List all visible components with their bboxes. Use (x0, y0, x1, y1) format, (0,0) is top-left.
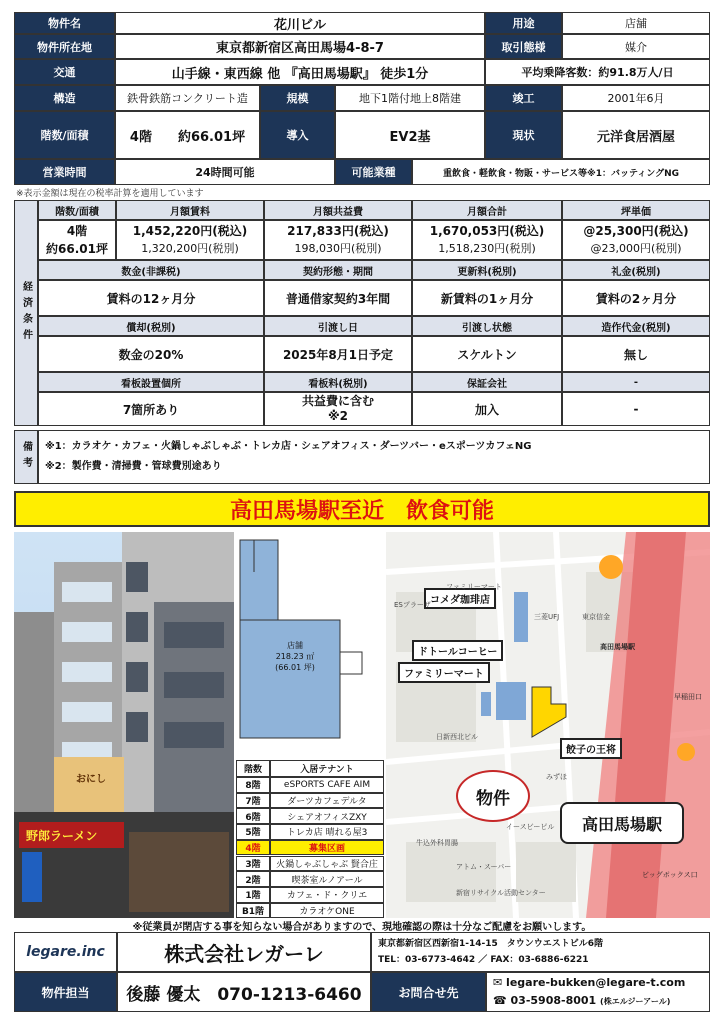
tenant-name-1: カフェ・ド・クリエ (270, 887, 384, 903)
amort-value: 数金の20% (38, 336, 264, 372)
intro-value: EV2基 (335, 111, 485, 159)
map-small-waseda: 早稲田口 (674, 693, 702, 701)
contact-email[interactable]: legare-bukken@legare-t.com (506, 975, 686, 989)
remarks-body (38, 430, 710, 484)
tax-note: ※表示金額は現在の税率計算を適用しています (16, 189, 204, 199)
terms-h-floor: 階数/面積 (38, 200, 116, 220)
contract-value: 普通借家契約3年間 (264, 280, 412, 316)
map-small-mizuho: みずほ (546, 773, 567, 781)
building-photo-drawing (14, 532, 234, 918)
map-small-geka: 牛込外科胃腸 (416, 839, 458, 847)
rent-cell (116, 220, 264, 260)
floor-plan-area-t: (66.01 坪) (275, 663, 315, 672)
terms-h2-deposit: 数金(非課税) (38, 260, 264, 280)
contact-info (486, 972, 710, 1012)
tenant-table (236, 760, 384, 918)
prop-name: 花川ビル (115, 12, 485, 34)
floor-label: 階数/面積 (14, 111, 115, 159)
floor-plan-area-m: 218.23 ㎡ (275, 652, 315, 661)
floor-value: 4階 約66.01坪 (115, 111, 260, 159)
prop-name-label: 物件名 (14, 12, 115, 34)
signfee-value: 共益費に含む (301, 394, 374, 408)
contact-label: お問合せ先 (371, 972, 486, 1012)
company-logo: legare.inc (14, 932, 117, 972)
common-tax: 217,833円(税込) (287, 224, 389, 238)
contact-email-row (493, 974, 685, 992)
terms-h2-contract: 契約形態・期間 (264, 260, 412, 280)
floor-plan-title: 店舗 (287, 641, 303, 650)
terms-h4-guarantor: 保証会社 (412, 372, 562, 392)
tenant-floor-8: 8階 (236, 777, 270, 793)
tenant-name-7: ダーツカフェデルタ (270, 793, 384, 809)
building-photo (14, 532, 234, 918)
tenant-h-name: 入居テナント (270, 760, 384, 777)
guarantor-value: 加入 (412, 392, 562, 426)
tsubo-notax: @23,000円(税別) (590, 242, 682, 255)
tenant-name-b1: カラオケONE (270, 903, 384, 918)
tenant-floor-1: 1階 (236, 887, 270, 903)
terms-h3-delivery: 引渡し日 (264, 316, 412, 336)
hours-value: 24時間可能 (115, 159, 335, 185)
terms-h-rent: 月額賃料 (116, 200, 264, 220)
map-station-label: 高田馬場駅 (560, 802, 684, 844)
terms-area: 約66.01坪 (46, 242, 108, 256)
rent-notax: 1,320,200円(税別) (141, 242, 239, 255)
map-label-komeda: コメダ珈琲店 (424, 588, 496, 609)
scale-label: 規模 (260, 85, 335, 111)
map-small-recycle: 新宿リサイクル活動センター (456, 889, 546, 897)
status-label: 現状 (485, 111, 562, 159)
terms-h4-blank: - (562, 372, 710, 392)
hours-label: 営業時間 (14, 159, 115, 185)
map-small-bigbox: ビッグボックス口 (642, 871, 698, 879)
company-address: 東京都新宿区西新宿1-14-15 タウンウエストビル6階 (378, 939, 604, 949)
map-small-ufj: 三菱UFJ (534, 613, 560, 621)
terms-h2-keymoney: 礼金(税別) (562, 260, 710, 280)
tenant-floor-5: 5階 (236, 824, 270, 840)
contact-phone-row (493, 992, 670, 1011)
deal-label: 取引態様 (485, 34, 562, 59)
map-label-doutor: ドトールコーヒー (412, 640, 503, 661)
blank-value: - (562, 392, 710, 426)
address-value: 東京都新宿区高田馬場4-8-7 (115, 34, 485, 59)
rent-tax: 1,452,220円(税込) (132, 224, 248, 238)
tenant-name-8: eSPORTS CAFE AIM (270, 777, 384, 793)
map-small-atom: アトム・スーパー (456, 863, 512, 871)
sign-value: 7箇所あり (38, 392, 264, 426)
deposit-value: 賃料の12ヶ月分 (38, 280, 264, 316)
tenant-floor-4: 4階 (236, 840, 270, 856)
staff-value: 後藤 優太 070-1213-6460 (117, 972, 371, 1012)
map-label-gyoza: 餃子の王将 (560, 738, 622, 759)
map-small-es: ESプラーザ (394, 601, 431, 609)
map-property-marker: 物件 (456, 770, 530, 822)
company-tel: TEL：03-6773-4642 ／ FAX：03-6886-6221 (378, 955, 589, 965)
total-cell (412, 220, 562, 260)
tenant-floor-6: 6階 (236, 808, 270, 824)
staff-label: 物件担当 (14, 972, 117, 1012)
terms-h-tsubo: 坪単価 (562, 200, 710, 220)
total-notax: 1,518,230円(税別) (438, 242, 536, 255)
structure-value: 鉄骨鉄筋コンクリート造 (115, 85, 260, 111)
floor-plan-label (270, 640, 320, 673)
tsubo-cell (562, 220, 710, 260)
map-label-family: ファミリーマート (398, 662, 490, 683)
terms-h3-state: 引渡し状態 (412, 316, 562, 336)
company-info (371, 932, 710, 972)
contact-phone[interactable]: 03-5908-8001 (510, 993, 597, 1007)
photo-sign-ramen: 野郎ラーメン (26, 829, 98, 843)
total-tax: 1,670,053円(税込) (429, 224, 545, 238)
terms-side-label: 経済条件 (14, 200, 38, 426)
map-small-shinkin: 東京信金 (582, 613, 610, 621)
keymoney-value: 賃料の2ヶ月分 (562, 280, 710, 316)
company-name: 株式会社レガーレ (117, 932, 371, 972)
tenant-floor-2: 2階 (236, 871, 270, 887)
intro-label: 導入 (260, 111, 335, 159)
terms-h3-fixture: 造作代金(税別) (562, 316, 710, 336)
biz-label: 可能業種 (335, 159, 412, 185)
built-value: 2001年6月 (562, 85, 710, 111)
terms-h3-amort: 償却(税別) (38, 316, 264, 336)
tenant-name-5: トレカ店 晴れる屋3 (270, 824, 384, 840)
map-small-esb: イースビーピル (506, 823, 555, 831)
terms-floor-cell (38, 220, 116, 260)
terms-h-total: 月額合計 (412, 200, 562, 220)
terms-floor: 4階 (66, 224, 88, 238)
tenant-floor-7: 7階 (236, 793, 270, 809)
map-small-fm2: ファミリーマート (446, 583, 502, 591)
fixture-value: 無し (562, 336, 710, 372)
renewal-value: 新賃料の1ヶ月分 (412, 280, 562, 316)
footer-note: ※従業員が閉店する事を知らない場合がありますので、現地確認の際は十分なご配慮をお願いします。 (132, 922, 592, 933)
headline-banner: 高田馬場駅至近 飲食可能 (14, 491, 710, 527)
phone-icon: ☎ (493, 993, 511, 1007)
terms-h4-sign: 看板設置個所 (38, 372, 264, 392)
photo-sign-oni: おにし (76, 774, 106, 785)
terms-h-common: 月額共益費 (264, 200, 412, 220)
structure-label: 構造 (14, 85, 115, 111)
map-small-nisshin: 日新西北ビル (436, 733, 478, 741)
tenant-name-4: 募集区画 (270, 840, 384, 856)
use-label: 用途 (485, 12, 562, 34)
common-cell (264, 220, 412, 260)
terms-h4-signfee: 看板料(税別) (264, 372, 412, 392)
address-label: 物件所在地 (14, 34, 115, 59)
scale-value: 地下1階付地上8階建 (335, 85, 485, 111)
built-label: 竣工 (485, 85, 562, 111)
contact-phone-note: (株エルジーアール) (600, 996, 671, 1006)
use-value: 店舗 (562, 12, 710, 34)
biz-value: 重飲食・軽飲食・物販・サービス等※1：バッティングNG (412, 159, 710, 185)
status-value: 元洋食居酒屋 (562, 111, 710, 159)
tenant-floor-b1: B1階 (236, 903, 270, 918)
remarks-label: 備考 (14, 430, 38, 484)
state-value: スケルトン (412, 336, 562, 372)
passengers-value: 平均乗降客数：約91.8万人/日 (485, 59, 710, 85)
signfee-cell (264, 392, 412, 426)
transit-value: 山手線・東西線 他 『高田馬場駅』 徒歩1分 (115, 59, 485, 85)
floor-plan (234, 532, 384, 758)
map-small-station: 高田馬場駅 (600, 643, 635, 651)
delivery-value: 2025年8月1日予定 (264, 336, 412, 372)
deal-value: 媒介 (562, 34, 710, 59)
tenant-h-floor: 階数 (236, 760, 270, 777)
remarks-line2: ※2：製作費・清掃費・管球費別途あり (45, 461, 222, 472)
transit-label: 交通 (14, 59, 115, 85)
tenant-name-2: 喫茶室ルノアール (270, 871, 384, 887)
tenant-name-6: シェアオフィスZXY (270, 808, 384, 824)
tenant-floor-3: 3階 (236, 856, 270, 872)
remarks-line1: ※1：カラオケ・カフェ・火鍋しゃぶしゃぶ・トレカ店・シェアオフィス・ダーツバー・eスポーツカフェNG (45, 441, 532, 452)
signfee-note: ※2 (327, 409, 348, 423)
area-map (386, 532, 710, 918)
mail-icon: ✉ (493, 975, 507, 989)
tsubo-tax: @25,300円(税込) (583, 224, 689, 238)
tenant-name-3: 火鍋しゃぶしゃぶ 賢合庄 (270, 856, 384, 872)
common-notax: 198,030円(税別) (294, 242, 382, 255)
terms-h2-renewal: 更新料(税別) (412, 260, 562, 280)
